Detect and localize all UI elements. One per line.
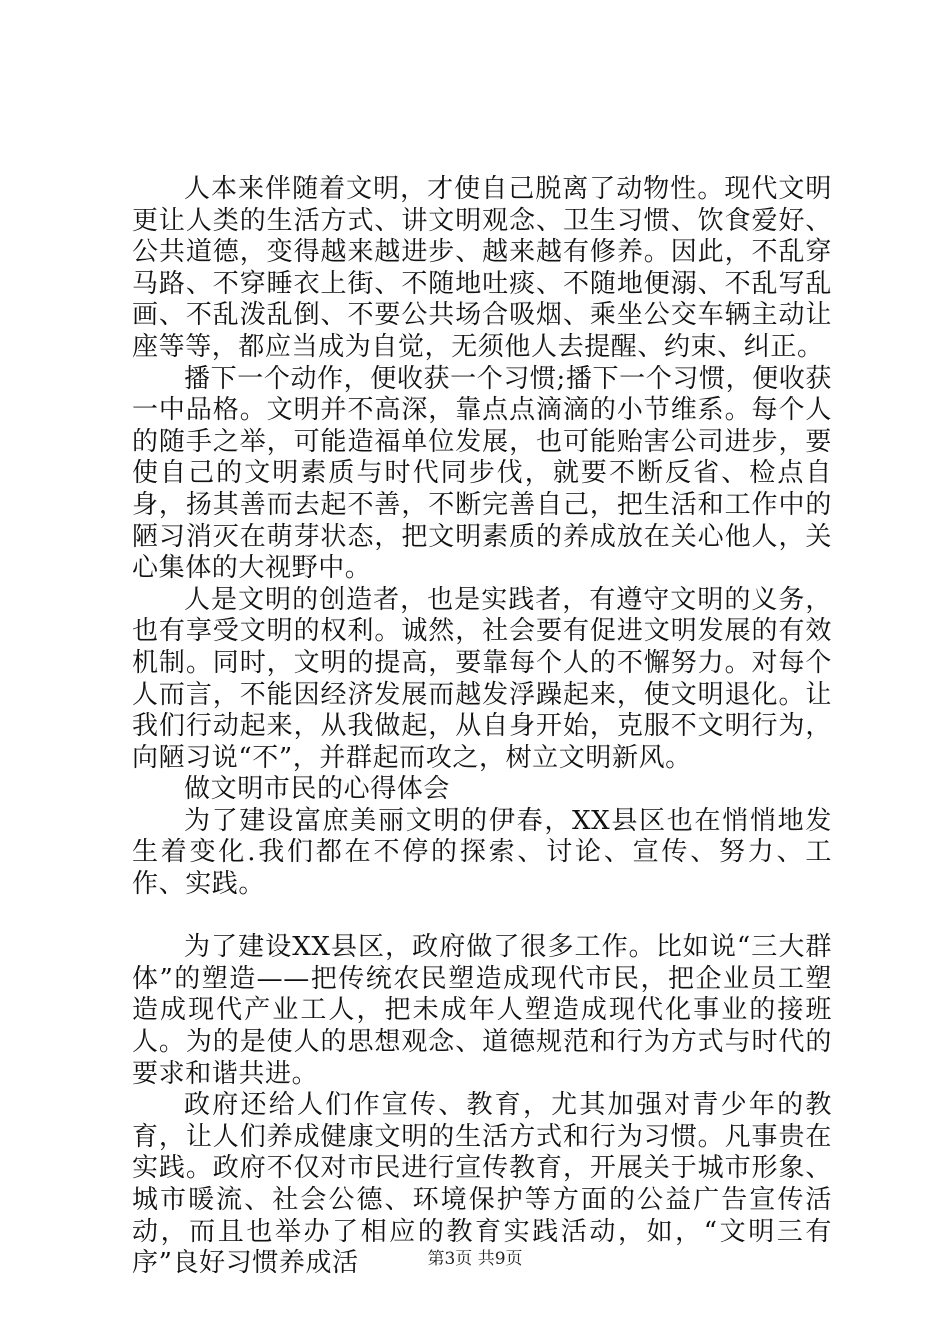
paragraph-civilization-habits: 人本来伴随着文明，才使自己脱离了动物性。现代文明更让人类的生活方式、讲文明观念、卫生习惯、饮食爱好、公共道德，变得越来越进步、越来越有修养。因此，不乱穿马路、不穿睡衣上街、不随地吐痰、不随地便溺、不乱写乱画、不乱泼乱倒、不要公共场合吸烟、乘坐公交车辆主动让座等等，都应当成为自觉，无须他人去提醒、约束、纠正。	[132, 174, 832, 362]
paragraph-habit-character: 播下一个动作，便收获一个习惯;播下一个习惯，便收获一中品格。文明并不高深，靠点点滴滴的小节维系。每个人的随手之举，可能造福单位发展，也可能贻害公司进步，要使自己的文明素质与时代同步伐，就要不断反省、检点自身，扬其善而去起不善，不断完善自己，把生活和工作中的陋习消灭在萌芽状态，把文明素质的养成放在关心他人，关心集体的大视野中。	[132, 363, 832, 584]
paragraph-government-education: 政府还给人们作宣传、教育，尤其加强对青少年的教育，让人们养成健康文明的生活方式和行为习惯。凡事贵在实践。政府不仅对市民进行宣传教育，开展关于城市形象、城市暖流、社会公德、环境保护等方面的公益广告宣传活动，而且也举办了相应的教育实践活动，如，“文明三有序”良好习惯养成活	[132, 1090, 832, 1279]
page-number-footer: 第3页 共9页	[427, 1249, 523, 1269]
paragraph-creators-of-civilization: 人是文明的创造者，也是实践者，有遵守文明的义务，也有享受文明的权利。诚然，社会要有促进文明发展的有效机制。同时，文明的提高，要靠每个人的不懈努力。对每个人而言，不能因经济发展而越发浮躁起来，使文明退化。让我们行动起来，从我做起，从自身开始，克服不文明行为，向陋习说“不”，并群起而攻之，树立文明新风。	[132, 584, 832, 773]
paragraph-yichun-changes: 为了建设富庶美丽文明的伊春，XX县区也在悄悄地发生着变化.我们都在不停的探索、讨论、宣传、努力、工作、实践。	[132, 805, 832, 900]
paragraph-government-work: 为了建设XX县区，政府做了很多工作。比如说“三大群体”的塑造——把传统农民塑造成现代市民，把企业员工塑造成现代产业工人，把未成年人塑造成现代化事业的接班人。为的是使人的思想观念、道德规范和行为方式与时代的要求和谐共进。	[132, 932, 832, 1089]
document-body	[132, 174, 832, 1280]
blank-line	[132, 901, 832, 933]
section-heading: 做文明市民的心得体会	[184, 774, 451, 805]
